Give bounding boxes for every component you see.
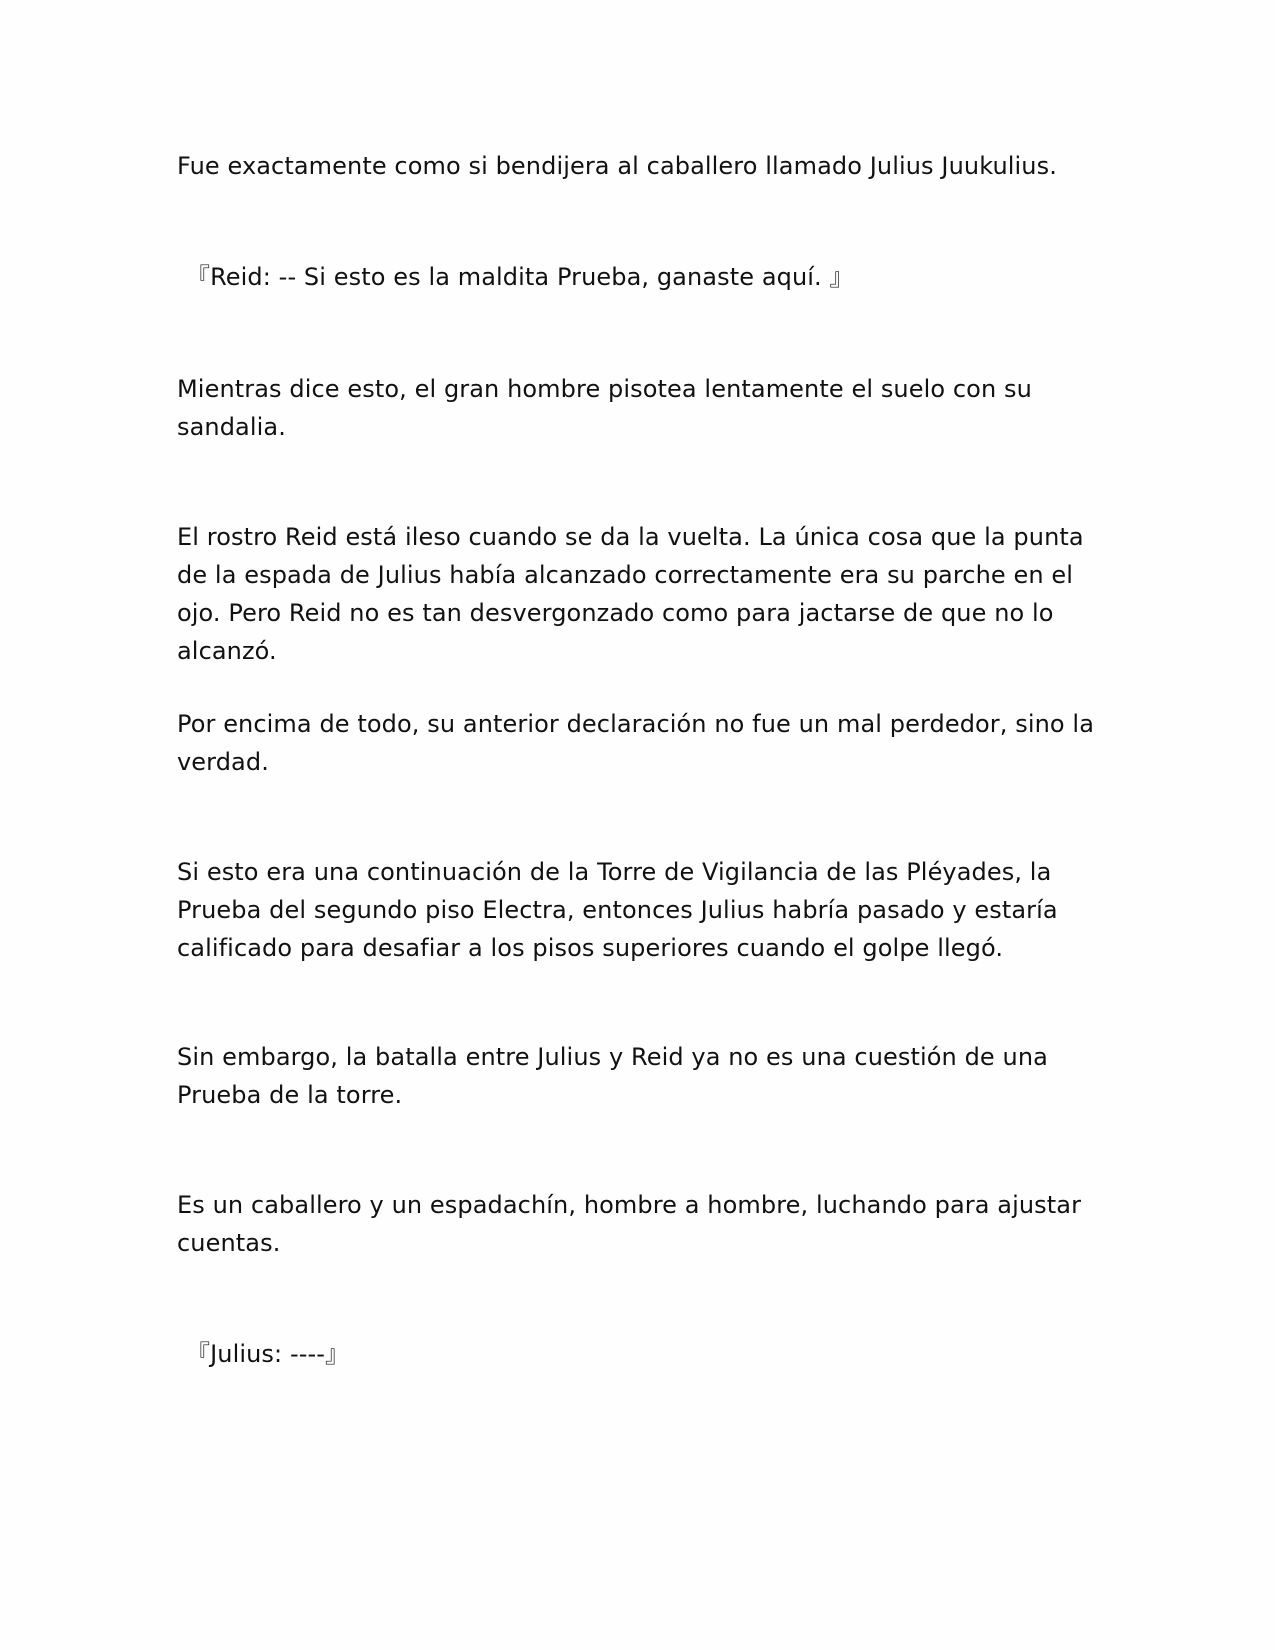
paragraph-7: Es un caballero y un espadachín, hombre a hombre, luchando para ajustar cuentas. (177, 1191, 1082, 1257)
paragraph-5: Si esto era una continuación de la Torre de Vigilancia de las Pléyades, la Prueba del segundo piso Electra, entonces Julius habría pasado y estaría calificado para desafiar a los pisos superiores cuando el golpe llegó. (177, 858, 1058, 962)
dialogue-julius: 『Julius: ----』 (186, 1340, 350, 1368)
dialogue-reid: 『Reid: -- Si esto es la maldita Prueba, ganaste aquí. 』 (186, 263, 854, 291)
paragraph-2: Mientras dice esto, el gran hombre pisotea lentamente el suelo con su sandalia. (177, 375, 1032, 441)
paragraph-1: Fue exactamente como si bendijera al caballero llamado Julius Juukulius. (177, 152, 1057, 180)
paragraph-3: El rostro Reid está ileso cuando se da la vuelta. La única cosa que la punta de la espada de Julius había alcanzado correctamente era su parche en el ojo. Pero Reid no es tan desvergonzado como para jactarse de que no lo alcanzó. (177, 523, 1084, 665)
paragraph-6: Sin embargo, la batalla entre Julius y Reid ya no es una cuestión de una Prueba de la torre. (177, 1043, 1048, 1109)
paragraph-4: Por encima de todo, su anterior declaración no fue un mal perdedor, sino la verdad. (177, 710, 1095, 776)
